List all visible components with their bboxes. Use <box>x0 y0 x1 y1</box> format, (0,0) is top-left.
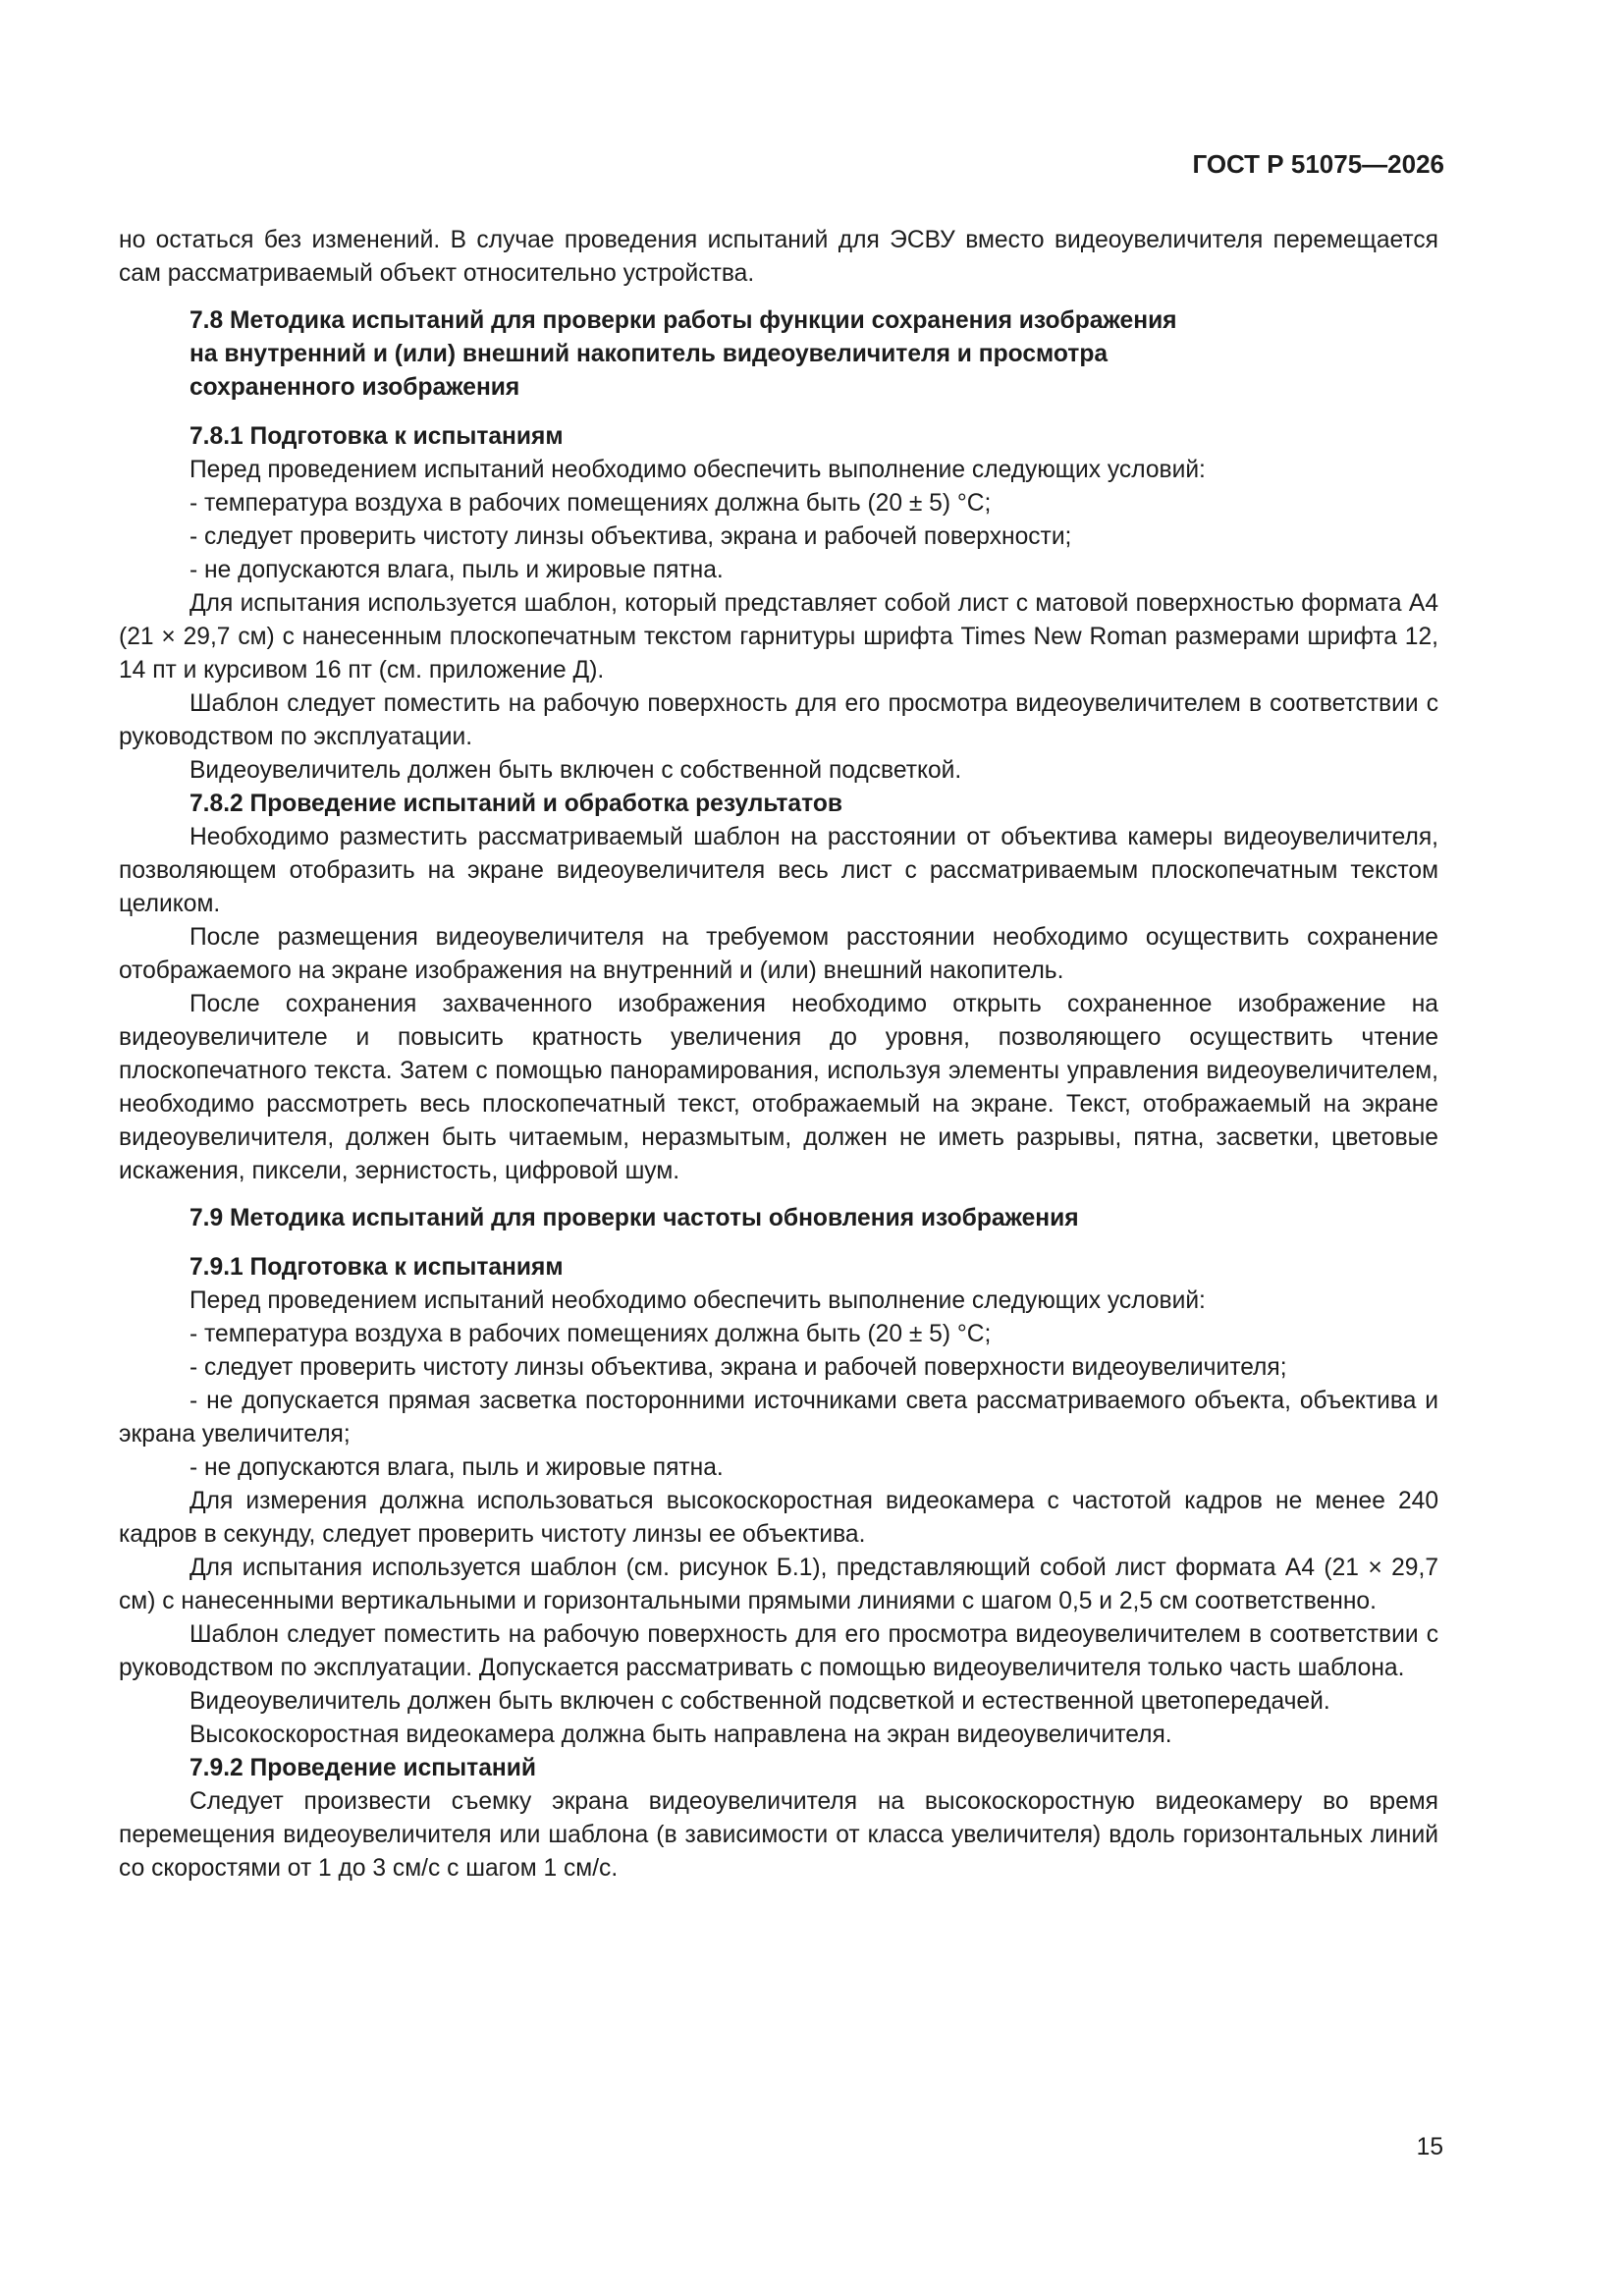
paragraph: Шаблон следует поместить на рабочую поверхность для его просмотра видеоувеличителем в соответствии с руководством по эксплуатации. Допускается рассматривать с помощью видеоувеличителя только часть шаблона. <box>119 1621 1438 1681</box>
paragraph: Необходимо разместить рассматриваемый шаблон на расстоянии от объектива камеры видеоувеличителя, позволяющем отобразить на экране видеоувеличителя весь лист с рассматриваемым плоскопечатным текстом целиком. <box>119 824 1438 917</box>
list-item: - следует проверить чистоту линзы объектива, экрана и рабочей поверхности видеоувеличителя; <box>189 1354 1287 1381</box>
paragraph: После сохранения захваченного изображения необходимо открыть сохраненное изображение на видеоувеличителе и повысить кратность увеличения до уровня, позволяющего осуществить чтение плоскопечатного текста. Затем с помощью панорамирования, используя элементы управления видеоувеличителем, необходимо рассмотреть весь плоскопечатный текст, отображаемый на экране. Текст, отображаемый на экране видеоувеличителя, должен быть читаемым, неразмытым, должен не иметь разрывы, пятна, засветки, цветовые искажения, пиксели, зернистость, цифровой шум. <box>119 991 1438 1184</box>
section-7-9-1-title: 7.9.1 Подготовка к испытаниям <box>189 1254 564 1281</box>
paragraph: Высокоскоростная видеокамера должна быть направлена на экран видеоувеличителя. <box>189 1722 1172 1748</box>
paragraph: После размещения видеоувеличителя на требуемом расстоянии необходимо осуществить сохранение отображаемого на экране изображения на внутренний и (или) внешний накопитель. <box>119 924 1438 984</box>
list-item: - температура воздуха в рабочих помещениях должна быть (20 ± 5) °С; <box>189 1321 992 1347</box>
paragraph: Перед проведением испытаний необходимо обеспечить выполнение следующих условий: <box>189 1287 1206 1314</box>
paragraph: Шаблон следует поместить на рабочую поверхность для его просмотра видеоувеличителем в соответствии с руководством по эксплуатации. <box>119 690 1438 750</box>
section-7-9-2-title: 7.9.2 Проведение испытаний <box>189 1755 536 1781</box>
section-7-8-title <box>119 304 1456 405</box>
list-item: - не допускаются влага, пыль и жировые пятна. <box>189 1454 724 1481</box>
section-7-9-title: 7.9 Методика испытаний для проверки частоты обновления изображения <box>189 1205 1079 1231</box>
paragraph: Для измерения должна использоваться высокоскоростная видеокамера с частотой кадров не менее 240 кадров в секунду, следует проверить чистоту линзы ее объектива. <box>119 1488 1438 1548</box>
paragraph: Следует произвести съемку экрана видеоувеличителя на высокоскоростную видеокамеру во время перемещения видеоувеличителя или шаблона (в зависимости от класса увеличителя) вдоль горизонтальных линий со скоростями от 1 до 3 см/с с шагом 1 см/с. <box>119 1788 1438 1882</box>
paragraph: Перед проведением испытаний необходимо обеспечить выполнение следующих условий: <box>189 457 1206 483</box>
document-id: ГОСТ Р 51075—2026 <box>1192 149 1444 179</box>
list-item: - следует проверить чистоту линзы объектива, экрана и рабочей поверхности; <box>189 523 1072 550</box>
section-7-8-2-title: 7.8.2 Проведение испытаний и обработка результатов <box>189 791 842 817</box>
paragraph: Для испытания используется шаблон (см. рисунок Б.1), представляющий собой лист формата А4 (21 × 29,7 см) с нанесенными вертикальными и горизонтальными прямыми линиями с шагом 0,5 и 2,5 см соответственно. <box>119 1555 1438 1614</box>
list-item: - не допускается прямая засветка посторонними источниками света рассматриваемого объекта, объектива и экрана увеличителя; <box>119 1388 1438 1448</box>
section-7-8-title-line-1: 7.8 Методика испытаний для проверки работы функции сохранения изображения <box>189 307 1177 334</box>
list-item: - температура воздуха в рабочих помещениях должна быть (20 ± 5) °С; <box>189 490 992 517</box>
section-7-8-title-line-3: сохраненного изображения <box>189 374 520 401</box>
paragraph: Для испытания используется шаблон, который представляет собой лист с матовой поверхностью формата А4 (21 × 29,7 см) с нанесенным плоскопечатным текстом гарнитуры шрифта Times New Roman размерами шрифта 12, 14 пт и курсивом 16 пт (см. приложение Д). <box>119 590 1438 683</box>
document-body <box>119 224 1438 1886</box>
paragraph: Видеоувеличитель должен быть включен с собственной подсветкой и естественной цветопередачей. <box>189 1688 1330 1715</box>
section-7-8-1-title: 7.8.1 Подготовка к испытаниям <box>189 423 564 450</box>
section-7-8-title-line-2: на внутренний и (или) внешний накопитель видеоувеличителя и просмотра <box>189 341 1109 367</box>
paragraph: Видеоувеличитель должен быть включен с собственной подсветкой. <box>189 757 962 784</box>
list-item: - не допускаются влага, пыль и жировые пятна. <box>189 557 724 583</box>
page-number: 15 <box>1416 2134 1443 2160</box>
paragraph-continuation: но остаться без изменений. В случае проведения испытаний для ЭСВУ вместо видеоувеличителя перемещается сам рассматриваемый объект относительно устройства. <box>119 227 1438 287</box>
